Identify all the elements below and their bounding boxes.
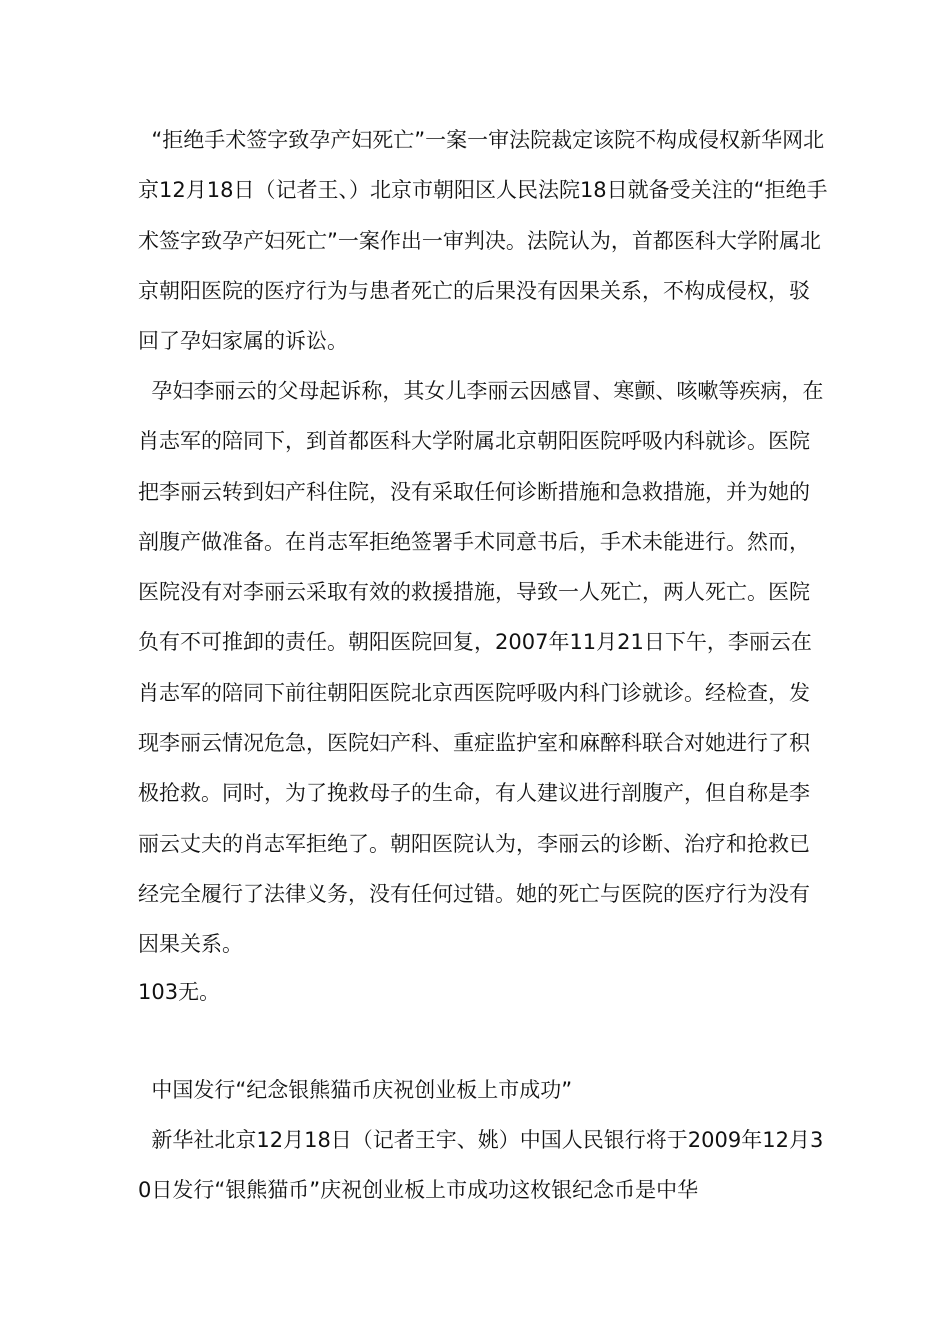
article-paragraph-lawsuit-details: 孕妇李丽云的父母起诉称，其女儿李丽云因感冒、寒颤、咳嗽等疾病，在肖志军的陪同下，到首都医科大学附属北京朝阳医院呼吸内科就诊。医院把李丽云转到妇产科住院，没有采取任何诊断措施和急救措施，并为她的剖腹产做准备。在肖志军拒绝签署手术同意书后，手术未能进行。然而，医院没有对李丽云采取有效的救援措施，导致一人死亡，两人死亡。医院负有不可推卸的责任。朝阳医院回复，2007年11月21日下午，李丽云在肖志军的陪同下前往朝阳医院北京西医院呼吸内科门诊就诊。经检查，发现李丽云情况危急，医院妇产科、重症监护室和麻醉科联合对她进行了积极抢救。同时，为了挽救母子的生命，有人建议进行剖腹产，但自称是李丽云丈夫的肖志军拒绝了。朝阳医院认为，李丽云的诊断、治疗和抢救已经完全履行了法律义务，没有任何过错。她的死亡与医院的医疗行为没有因果关系。 — [138, 379, 824, 957]
article-paragraph-court-ruling: “拒绝手术签字致孕产妇死亡”一案一审法院裁定该院不构成侵权新华网北京12月18日（记者王、）北京市朝阳区人民法院18日就备受关注的“拒绝手术签字致孕产妇死亡”一案作出一审判决。法院认为，首都医科大学附属北京朝阳医院的医疗行为与患者死亡的后果没有因果关系，不构成侵权，驳回了孕妇家属的诉讼。 — [138, 128, 828, 354]
article-paragraph-panda-coin: 新华社北京12月18日（记者王宇、姚）中国人民银行将于2009年12月30日发行“银熊猫币”庆祝创业板上市成功这枚银纪念币是中华 — [138, 1128, 824, 1203]
article-headline-panda-coin: 中国发行“纪念银熊猫币庆祝创业板上市成功” — [138, 1078, 573, 1102]
article-paragraph-note: 103无。 — [138, 980, 221, 1004]
